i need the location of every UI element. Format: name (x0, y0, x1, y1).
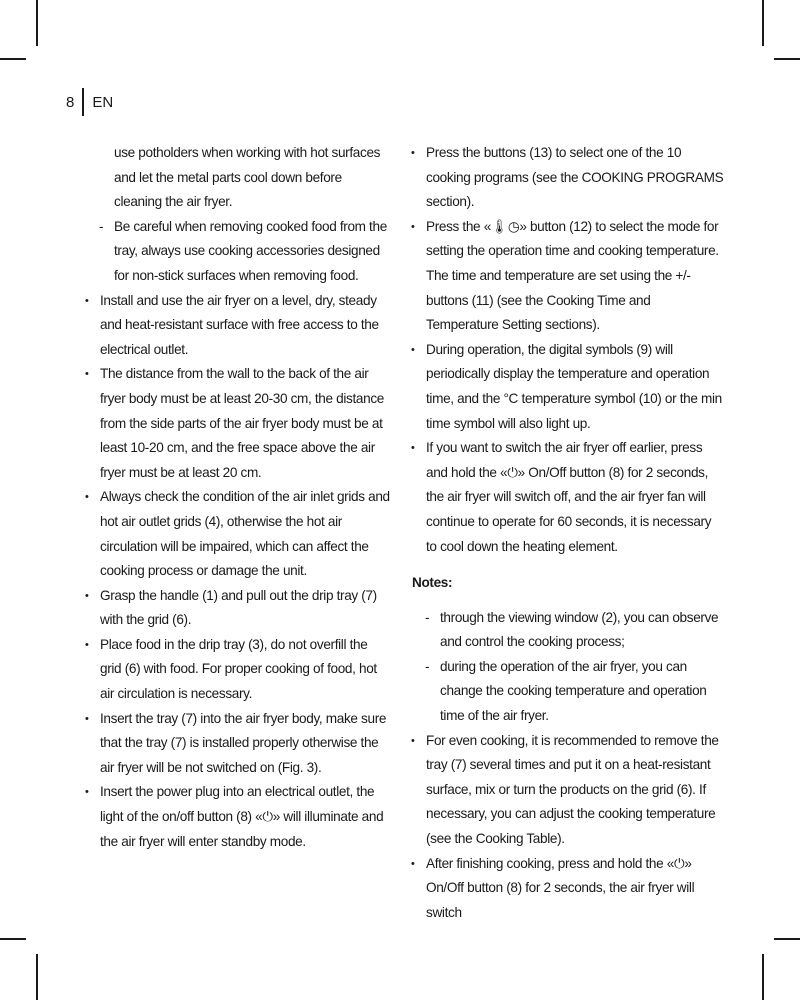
list-item: • Press the «🌡◷» button (12) to select the mode for setting the operation time and cooking temperature. The time and temperature are set using the +/- buttons (11) (see the Cooking Time and Temperature Setting sections). (408, 215, 724, 338)
language-code: EN (92, 93, 114, 111)
list-item: • Grasp the handle (1) and pull out the drip tray (7) with the grid (6). (82, 584, 390, 633)
list-item: • Always check the condition of the air inlet grids and hot air outlet grids (4), otherwise the hot air circulation will be impaired, which can affect the cooking process or damage the unit. (82, 485, 390, 583)
crop-mark-top-left-horizontal (0, 58, 26, 60)
list-item: • The distance from the wall to the back of the air fryer body must be at least 20-30 cm, the distance from the side parts of the air fryer body must be at least 10-20 cm, and the free space above the air fryer must be at least 20 cm. (82, 362, 390, 485)
crop-mark-bottom-left-vertical (36, 954, 38, 1000)
left-column (82, 141, 390, 854)
list-item: • During operation, the digital symbols (9) will periodically display the temperature and operation time, and the °C temperature symbol (10) or the min time symbol will also light up. (408, 338, 724, 436)
list-item: - through the viewing window (2), you can observe and control the cooking process; (408, 606, 724, 655)
crop-mark-bottom-right-vertical (762, 954, 764, 1000)
notes-heading: Notes: (412, 575, 453, 591)
crop-mark-top-right-vertical (762, 0, 764, 46)
list-item: • If you want to switch the air fryer off earlier, press and hold the «⏻» On/Off button (8) for 2 seconds, the air fryer will switch off, and the air fryer fan will continue to operate for 60 seconds, it is necessary to cool down the heating element. (408, 436, 724, 559)
list-item: • Press the buttons (13) to select one of the 10 cooking programs (see the COOKING PROGRAMS section). (408, 141, 724, 215)
list-item: • Place food in the drip tray (3), do not overfill the grid (6) with food. For proper cooking of food, hot air circulation is necessary. (82, 633, 390, 707)
right-column (408, 141, 724, 925)
list-item: - during the operation of the air fryer, you can change the cooking temperature and operation time of the air fryer. (408, 655, 724, 729)
list-item: • Insert the tray (7) into the air fryer body, make sure that the tray (7) is installed properly otherwise the air fryer will be not switched on (Fig. 3). (82, 707, 390, 781)
crop-mark-top-right-horizontal (774, 58, 800, 60)
page-number: 8 (66, 93, 75, 111)
page-header (66, 88, 113, 116)
list-item: use potholders when working with hot surfaces and let the metal parts cool down before cleaning the air fryer. (114, 145, 381, 210)
list-item: • After finishing cooking, press and hold the «⏻» On/Off button (8) for 2 seconds, the air fryer will switch (408, 852, 724, 926)
crop-mark-bottom-right-horizontal (774, 938, 800, 940)
list-item: • For even cooking, it is recommended to remove the tray (7) several times and put it on a heat-resistant surface, mix or turn the products on the grid (6). If necessary, you can adjust the cooking temperature (see the Cooking Table). (408, 729, 724, 852)
list-item: • Insert the power plug into an electrical outlet, the light of the on/off button (8) «⏻» will illuminate and the air fryer will enter standby mode. (82, 780, 390, 854)
list-item: - Be careful when removing cooked food from the tray, always use cooking accessories designed for non-stick surfaces when removing food. (82, 215, 390, 289)
crop-mark-bottom-left-horizontal (0, 938, 26, 940)
crop-mark-top-left-vertical (36, 0, 38, 46)
list-item: • Install and use the air fryer on a level, dry, steady and heat-resistant surface with free access to the electrical outlet. (82, 289, 390, 363)
